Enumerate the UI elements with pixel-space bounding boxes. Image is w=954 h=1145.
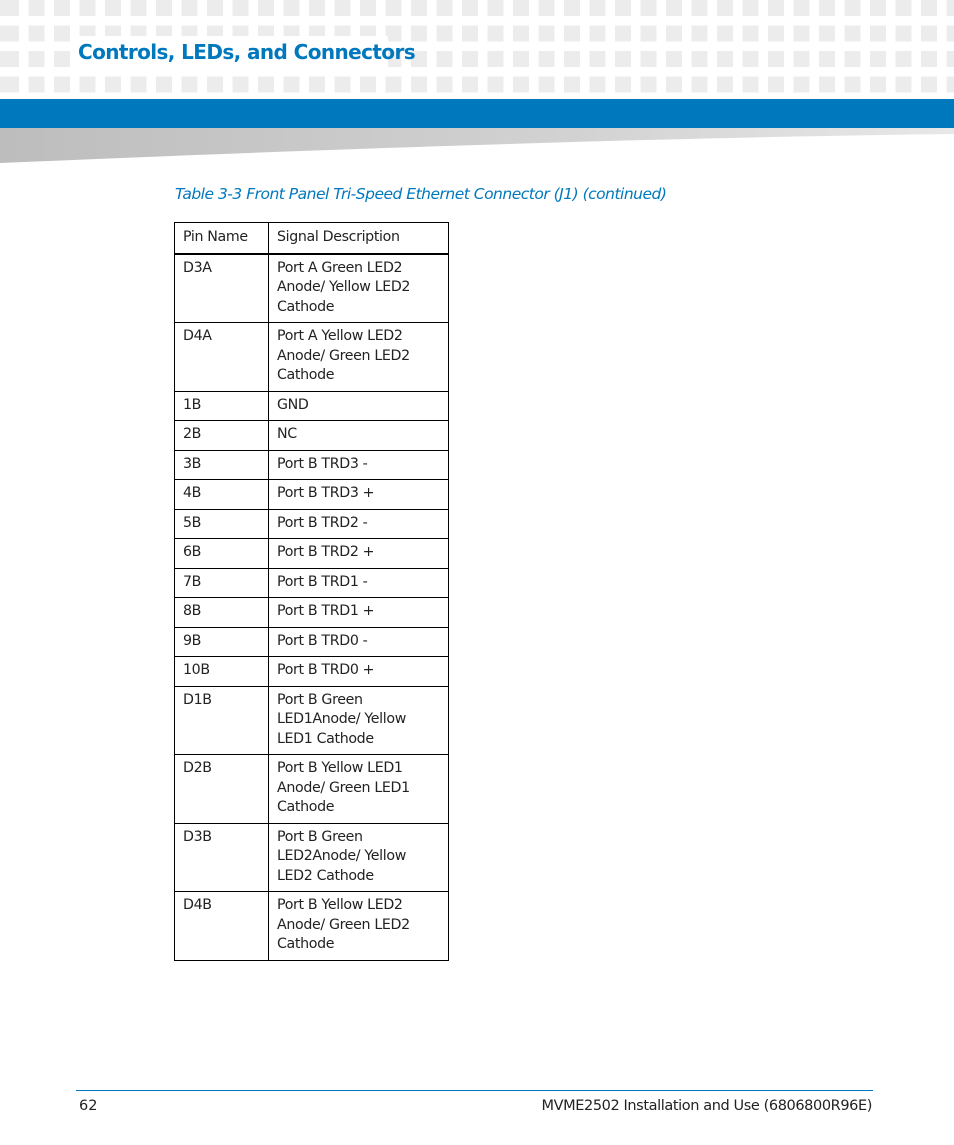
pin-name-cell: D1B: [175, 686, 269, 755]
column-header-pin-name: Pin Name: [175, 223, 269, 254]
table-row: [175, 892, 449, 961]
pin-name-cell: 10B: [175, 657, 269, 687]
table-row: [175, 823, 449, 892]
pin-name-cell: 8B: [175, 598, 269, 628]
signal-description-cell: Port B TRD1 +: [269, 598, 449, 628]
pin-name-cell: D2B: [175, 755, 269, 824]
signal-description-cell: Port A Yellow LED2 Anode/ Green LED2 Cathode: [269, 323, 449, 392]
table-row: [175, 627, 449, 657]
pin-name-cell: 1B: [175, 391, 269, 421]
table-body: [175, 254, 449, 961]
pin-name-cell: D3B: [175, 823, 269, 892]
table-row: [175, 657, 449, 687]
signal-description-cell: Port B TRD0 -: [269, 627, 449, 657]
signal-description-cell: Port B TRD1 -: [269, 568, 449, 598]
header-gray-swoosh: [0, 128, 954, 164]
signal-description-cell: Port A Green LED2 Anode/ Yellow LED2 Cathode: [269, 254, 449, 323]
page-number: 62: [79, 1098, 98, 1114]
pin-table: [174, 222, 449, 961]
table-row: [175, 539, 449, 569]
column-header-signal-description: Signal Description: [269, 223, 449, 254]
table-row: [175, 323, 449, 392]
table-caption: Table 3-3 Front Panel Tri-Speed Ethernet Connector (J1) (continued): [175, 185, 667, 203]
pin-name-cell: 3B: [175, 450, 269, 480]
table-header-row: [175, 223, 449, 254]
table-row: [175, 755, 449, 824]
signal-description-cell: Port B TRD2 +: [269, 539, 449, 569]
signal-description-cell: Port B Yellow LED1 Anode/ Green LED1 Cathode: [269, 755, 449, 824]
signal-description-cell: Port B TRD3 +: [269, 480, 449, 510]
pin-name-cell: 7B: [175, 568, 269, 598]
table-row: [175, 568, 449, 598]
pin-name-cell: 9B: [175, 627, 269, 657]
signal-description-cell: Port B Green LED2Anode/ Yellow LED2 Cathode: [269, 823, 449, 892]
pin-name-cell: 5B: [175, 509, 269, 539]
footer-rule: [76, 1090, 873, 1091]
table-row: [175, 480, 449, 510]
page-section-title: Controls, LEDs, and Connectors: [78, 40, 416, 64]
table-row: [175, 598, 449, 628]
pin-name-cell: D4B: [175, 892, 269, 961]
table-row: [175, 391, 449, 421]
header-blue-bar: [0, 99, 954, 128]
signal-description-cell: Port B TRD0 +: [269, 657, 449, 687]
signal-description-cell: Port B Yellow LED2 Anode/ Green LED2 Cathode: [269, 892, 449, 961]
table-row: [175, 509, 449, 539]
table-row: [175, 254, 449, 323]
pin-name-cell: 6B: [175, 539, 269, 569]
signal-description-cell: NC: [269, 421, 449, 451]
pin-name-cell: 4B: [175, 480, 269, 510]
document-title: MVME2502 Installation and Use (6806800R96E): [541, 1098, 872, 1114]
table-row: [175, 450, 449, 480]
table-row: [175, 421, 449, 451]
table-row: [175, 686, 449, 755]
signal-description-cell: GND: [269, 391, 449, 421]
signal-description-cell: Port B TRD2 -: [269, 509, 449, 539]
pin-name-cell: D4A: [175, 323, 269, 392]
signal-description-cell: Port B TRD3 -: [269, 450, 449, 480]
signal-description-cell: Port B Green LED1Anode/ Yellow LED1 Cathode: [269, 686, 449, 755]
pin-name-cell: 2B: [175, 421, 269, 451]
pin-name-cell: D3A: [175, 254, 269, 323]
